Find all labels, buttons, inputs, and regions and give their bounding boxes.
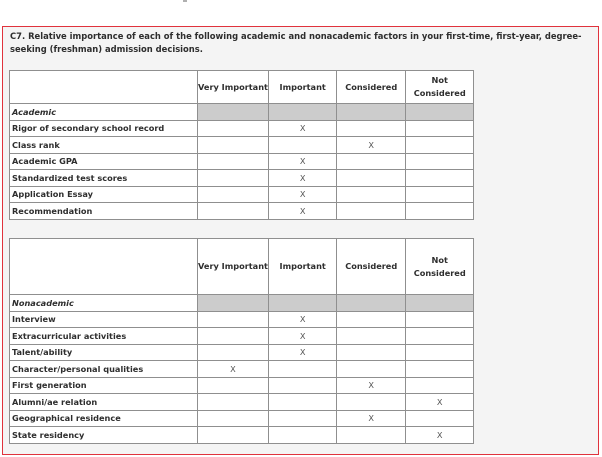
rating-cell — [337, 427, 406, 444]
rating-cell — [337, 311, 406, 328]
header-not-considered-label: Not Considered — [413, 75, 466, 98]
rating-cell — [198, 328, 269, 345]
factor-label: Class rank — [10, 137, 198, 154]
question-text: C7. Relative importance of each of the following academic and nonacademic factors in your first-time, first-year, degree-seeking (freshman) admission decisions. — [10, 31, 582, 54]
rating-cell — [198, 186, 269, 203]
rating-cell: X — [268, 344, 337, 361]
rating-cell — [198, 153, 269, 170]
header-not-considered — [405, 71, 474, 104]
top-tick-mark — [183, 0, 187, 2]
factor-label: State residency — [10, 427, 198, 444]
table-row — [10, 344, 474, 361]
factor-label: Standardized test scores — [10, 170, 198, 187]
rating-cell — [405, 153, 474, 170]
factor-label: Extracurricular activities — [10, 328, 198, 345]
rating-cell — [405, 328, 474, 345]
rating-cell — [405, 120, 474, 137]
question-panel — [2, 26, 599, 455]
factor-label: Application Essay — [10, 186, 198, 203]
rating-cell — [198, 427, 269, 444]
factor-label: First generation — [10, 377, 198, 394]
rating-cell — [405, 137, 474, 154]
header-not-considered — [405, 239, 474, 295]
rating-cell — [405, 170, 474, 187]
rating-cell — [337, 328, 406, 345]
rating-cell — [198, 137, 269, 154]
table-row — [10, 311, 474, 328]
factor-label: Interview — [10, 311, 198, 328]
rating-cell — [268, 361, 337, 378]
rating-cell — [198, 120, 269, 137]
rating-cell: X — [337, 410, 406, 427]
rating-cell: X — [268, 203, 337, 220]
table-row — [10, 153, 474, 170]
rating-cell — [405, 410, 474, 427]
header-important: Important — [268, 239, 337, 295]
section-shade-cell — [268, 104, 337, 121]
rating-cell: X — [198, 361, 269, 378]
rating-cell: X — [268, 153, 337, 170]
factor-label: Geographical residence — [10, 410, 198, 427]
section-shade-cell — [198, 295, 269, 312]
rating-cell: X — [268, 311, 337, 328]
header-blank-cell — [10, 71, 198, 104]
table-row — [10, 137, 474, 154]
rating-cell — [405, 344, 474, 361]
table-row — [10, 361, 474, 378]
rating-cell — [337, 203, 406, 220]
table-row — [10, 377, 474, 394]
header-very-important: Very Important — [198, 71, 269, 104]
rating-cell — [198, 203, 269, 220]
rating-cell — [337, 186, 406, 203]
section-heading-row — [10, 295, 474, 312]
table-row — [10, 410, 474, 427]
rating-cell: X — [268, 186, 337, 203]
section-shade-cell — [198, 104, 269, 121]
header-important: Important — [268, 71, 337, 104]
table-row — [10, 394, 474, 411]
header-not-considered-label: Not Considered — [413, 254, 466, 278]
rating-cell — [405, 361, 474, 378]
header-considered: Considered — [337, 239, 406, 295]
header-considered: Considered — [337, 71, 406, 104]
section-heading-row — [10, 104, 474, 121]
factor-label: Alumni/ae relation — [10, 394, 198, 411]
section-heading: Nonacademic — [10, 295, 198, 312]
rating-cell — [198, 377, 269, 394]
rating-cell: X — [337, 137, 406, 154]
rating-cell — [268, 377, 337, 394]
factor-label: Talent/ability — [10, 344, 198, 361]
section-shade-cell — [405, 295, 474, 312]
rating-cell — [198, 311, 269, 328]
rating-cell — [198, 344, 269, 361]
rating-cell — [268, 427, 337, 444]
rating-cell — [405, 311, 474, 328]
rating-cell — [405, 186, 474, 203]
header-blank-cell — [10, 239, 198, 295]
rating-cell — [337, 120, 406, 137]
rating-cell — [337, 394, 406, 411]
rating-cell — [268, 137, 337, 154]
table-row — [10, 186, 474, 203]
section-shade-cell — [405, 104, 474, 121]
table-row — [10, 427, 474, 444]
factor-label: Character/personal qualities — [10, 361, 198, 378]
rating-cell — [268, 410, 337, 427]
rating-cell: X — [268, 328, 337, 345]
rating-cell: X — [337, 377, 406, 394]
rating-cell — [198, 410, 269, 427]
rating-cell: X — [405, 427, 474, 444]
rating-cell — [405, 203, 474, 220]
table-row — [10, 203, 474, 220]
section-shade-cell — [268, 295, 337, 312]
academic-factors-table — [9, 70, 474, 220]
rating-cell — [337, 170, 406, 187]
rating-cell: X — [268, 120, 337, 137]
rating-cell — [337, 344, 406, 361]
header-very-important: Very Important — [198, 239, 269, 295]
section-shade-cell — [337, 295, 406, 312]
nonacademic-factors-table — [9, 238, 474, 444]
table-row — [10, 120, 474, 137]
table-row — [10, 328, 474, 345]
table-row — [10, 170, 474, 187]
rating-cell — [268, 394, 337, 411]
section-shade-cell — [337, 104, 406, 121]
rating-cell: X — [268, 170, 337, 187]
rating-cell — [198, 394, 269, 411]
rating-cell — [337, 153, 406, 170]
section-heading: Academic — [10, 104, 198, 121]
factor-label: Rigor of secondary school record — [10, 120, 198, 137]
rating-cell — [337, 361, 406, 378]
factor-label: Academic GPA — [10, 153, 198, 170]
rating-cell: X — [405, 394, 474, 411]
rating-cell — [405, 377, 474, 394]
factor-label: Recommendation — [10, 203, 198, 220]
rating-cell — [198, 170, 269, 187]
